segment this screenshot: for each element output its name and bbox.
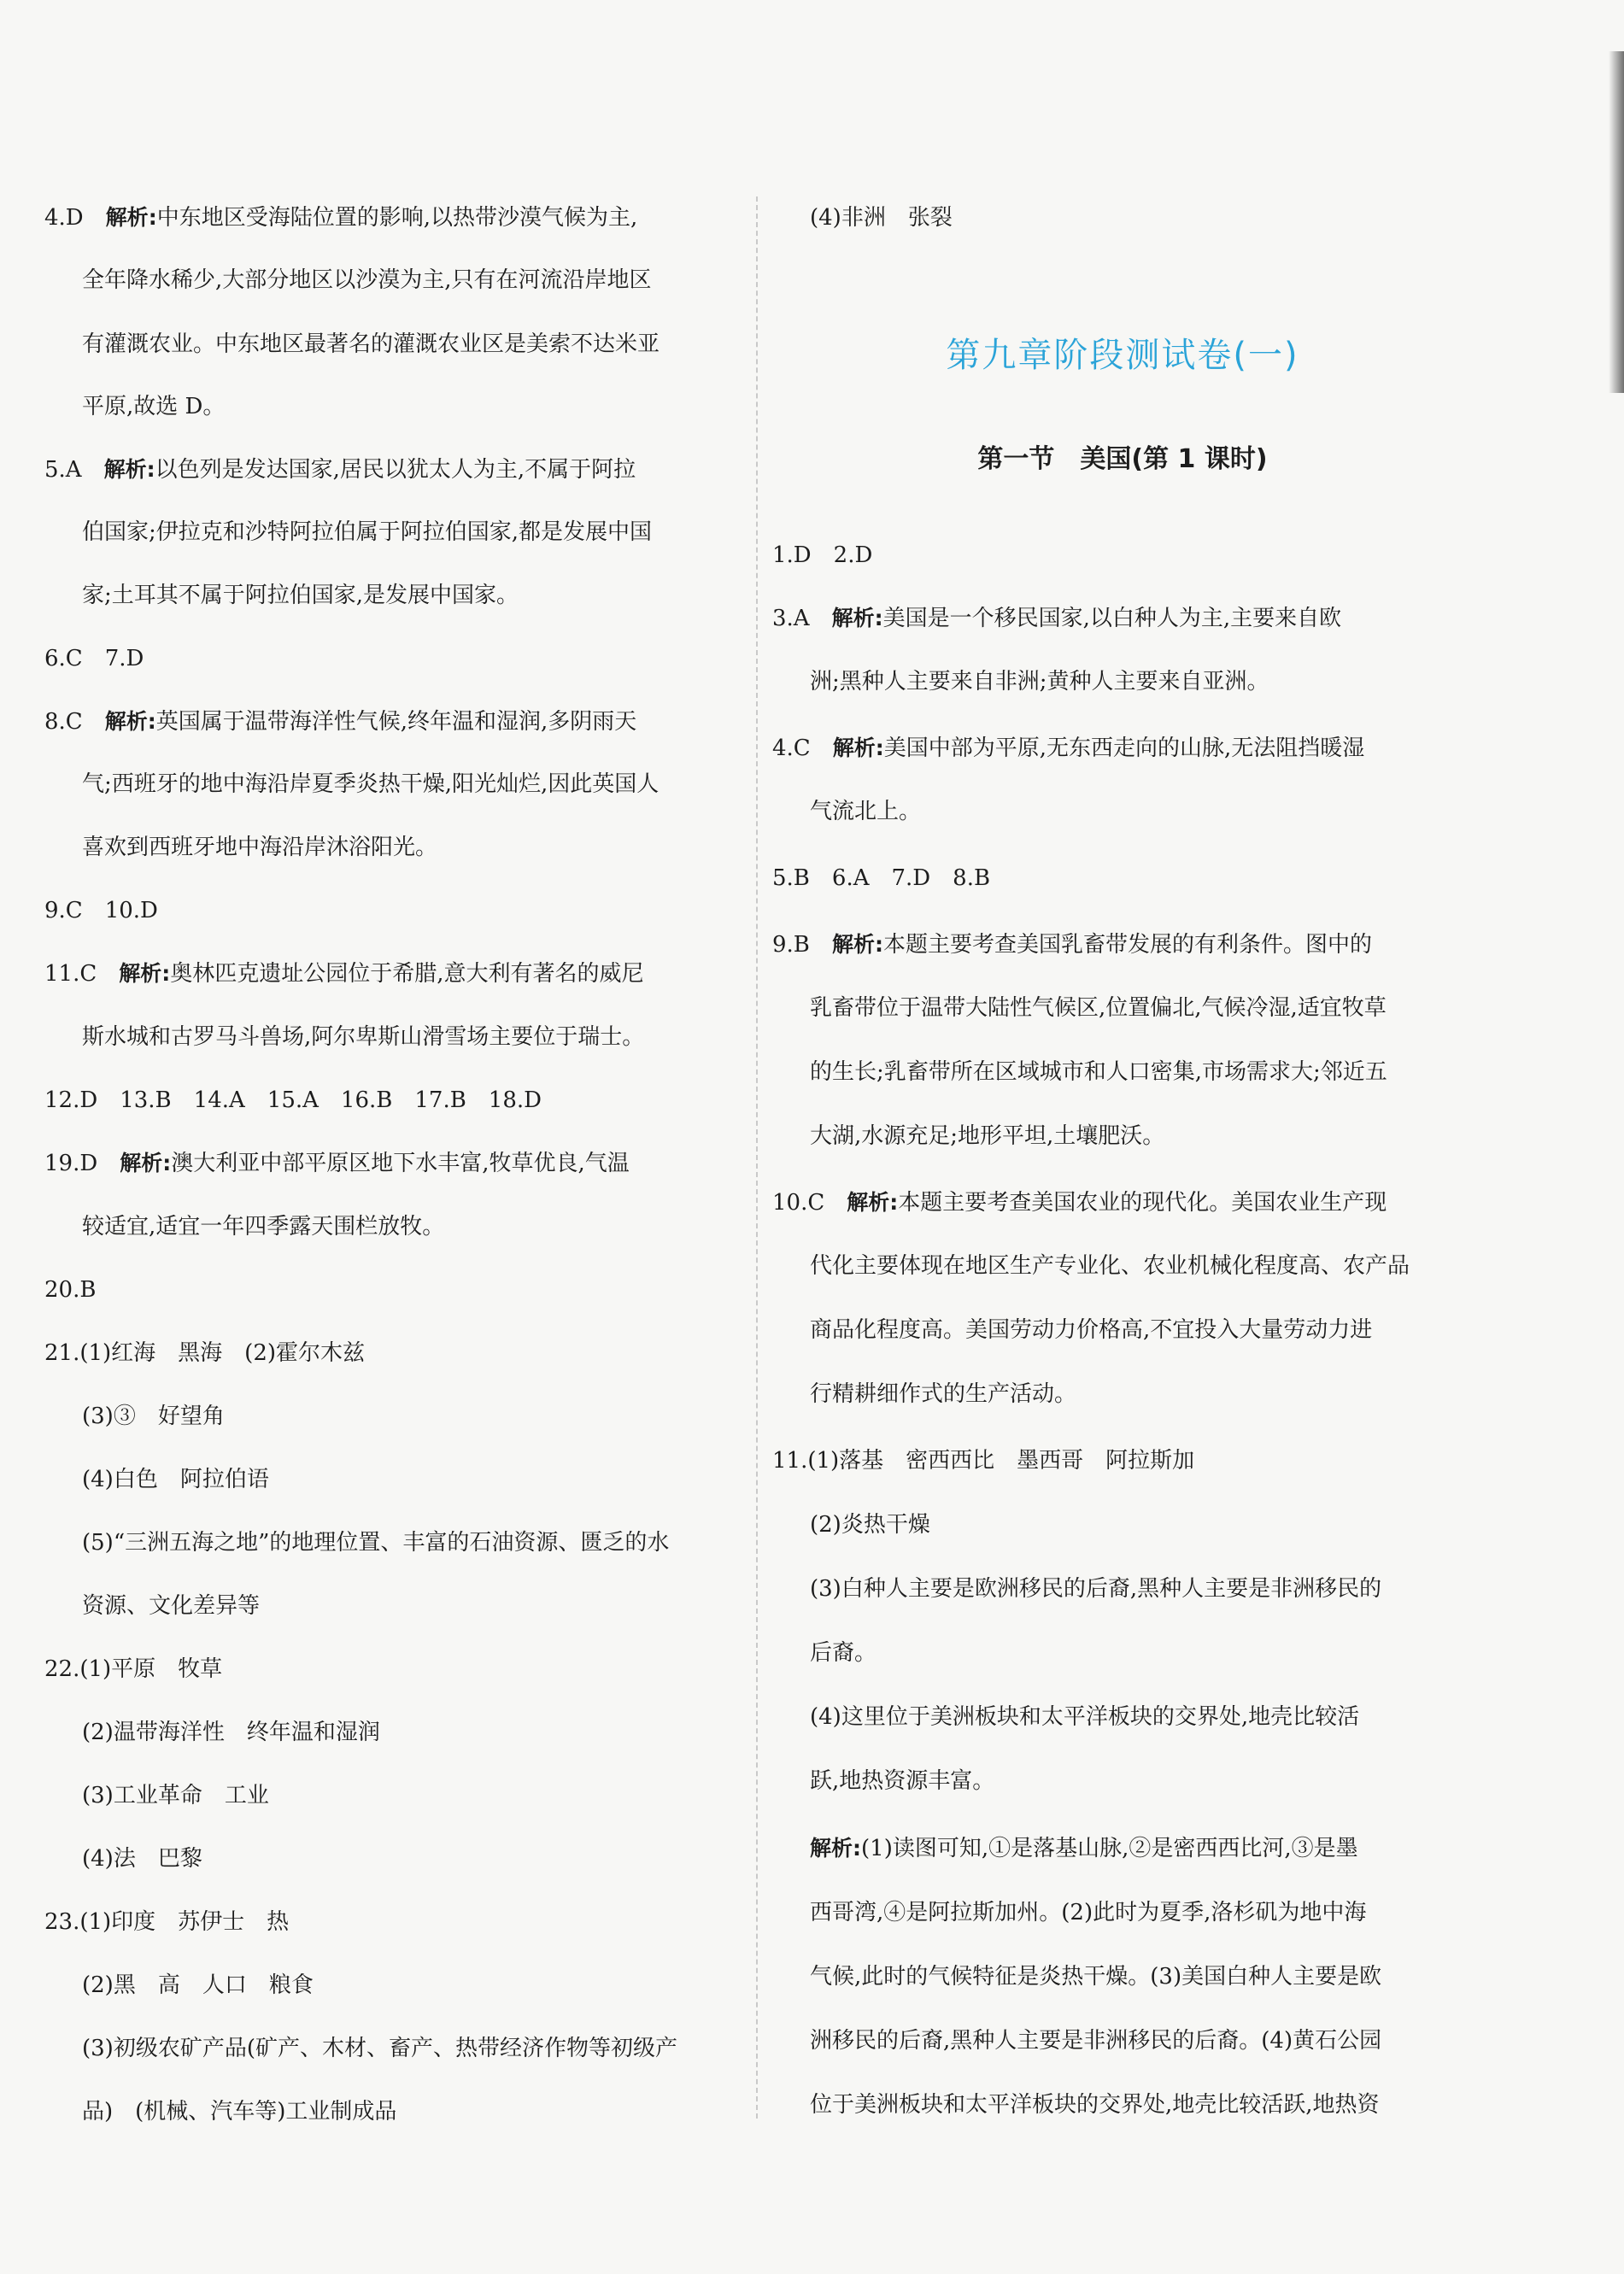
answer-19-line2: 较适宜,适宜一年四季露天围栏放牧。 (82, 1214, 445, 1240)
answer-5-line3: 家;土耳其不属于阿拉伯国家,是发展中国家。 (82, 583, 519, 608)
answer-4-line4: 平原,故选 D。 (82, 394, 226, 419)
answer-11-analysis-line3: 气候,此时的气候特征是炎热干燥。(3)美国白种人主要是欧 (810, 1964, 1382, 1990)
answer-4-line2: 气流北上。 (810, 799, 922, 824)
answer-22-part4: (4)法 巴黎 (82, 1846, 202, 1872)
column-divider (756, 196, 758, 2119)
answer-9-10: 9.C 10.D (44, 898, 158, 923)
answer-9-line4: 大湖,水源充足;地形平坦,土壤肥沃。 (810, 1123, 1165, 1149)
answer-11-part4-line1: (4)这里位于美洲板块和太平洋板块的交界处,地壳比较活 (810, 1704, 1360, 1730)
answer-4-line1: 4.D 解析:中东地区受海陆位置的影响,以热带沙漠气候为主, (44, 205, 638, 231)
answer-11-analysis-line2: 西哥湾,④是阿拉斯加州。(2)此时为夏季,洛杉矶为地中海 (810, 1900, 1367, 1925)
answer-11-analysis-line5: 位于美洲板块和太平洋板块的交界处,地壳比较活跃,地热资 (810, 2092, 1380, 2118)
answer-9-line2: 乳畜带位于温带大陆性气候区,位置偏北,气候冷湿,适宜牧草 (810, 995, 1387, 1021)
answer-5-8: 5.B 6.A 7.D 8.B (772, 865, 991, 891)
answer-23-part2: (2)黑 高 人口 粮食 (82, 1972, 314, 1998)
answer-5-line2: 伯国家;伊拉克和沙特阿拉伯属于阿拉伯国家,都是发展中国 (82, 519, 653, 545)
answer-21-part5-line2: 资源、文化差异等 (82, 1593, 261, 1619)
answer-20: 20.B (44, 1277, 97, 1303)
answer-1-2: 1.D 2.D (772, 542, 873, 568)
answer-12-18: 12.D 13.B 14.A 15.A 16.B 17.B 18.D (44, 1087, 542, 1113)
answer-4-line2: 全年降水稀少,大部分地区以沙漠为主,只有在河流沿岸地区 (82, 267, 652, 293)
answer-11-part3-line1: (3)白种人主要是欧洲移民的后裔,黑种人主要是非洲移民的 (810, 1576, 1382, 1602)
answer-8-line3: 喜欢到西班牙地中海沿岸沐浴阳光。 (82, 835, 438, 860)
answer-22-part1: 22.(1)平原 牧草 (44, 1656, 223, 1682)
answer-8-line1: 8.C 解析:英国属于温带海洋性气候,终年温和湿润,多阴雨天 (44, 709, 637, 735)
answer-8-line2: 气;西班牙的地中海沿岸夏季炎热干燥,阳光灿烂,因此英国人 (82, 771, 660, 797)
answer-21-part5-line1: (5)“三洲五海之地”的地理位置、丰富的石油资源、匮乏的水 (82, 1530, 670, 1556)
answer-11-part3-line2: 后裔。 (810, 1640, 877, 1666)
answer-21-part4: (4)白色 阿拉伯语 (82, 1467, 269, 1492)
answer-22-part2: (2)温带海洋性 终年温和湿润 (82, 1720, 380, 1745)
answer-23-part1: 23.(1)印度 苏伊士 热 (44, 1909, 290, 1935)
answer-6-7: 6.C 7.D (44, 646, 144, 671)
answer-10-line2: 代化主要体现在地区生产专业化、农业机械化程度高、农产品 (810, 1253, 1410, 1279)
answer-22-part3: (3)工业革命 工业 (82, 1783, 269, 1808)
answer-11-analysis-line1: 解析:(1)读图可知,①是落基山脉,②是密西西比河,③是墨 (810, 1836, 1358, 1861)
page-edge-shadow (1609, 51, 1624, 393)
answer-3-line2: 洲;黑种人主要来自非洲;黄种人主要来自亚洲。 (810, 669, 1269, 695)
answer-3-line1: 3.A 解析:美国是一个移民国家,以白种人为主,主要来自欧 (772, 606, 1342, 631)
answer-11-line2: 斯水城和古罗马斗兽场,阿尔卑斯山滑雪场主要位于瑞士。 (82, 1024, 645, 1050)
answer-11-part2: (2)炎热干燥 (810, 1512, 930, 1538)
answer-4-line1: 4.C 解析:美国中部为平原,无东西走向的山脉,无法阻挡暖湿 (772, 736, 1365, 761)
answer-9-line1: 9.B 解析:本题主要考查美国乳畜带发展的有利条件。图中的 (772, 932, 1372, 958)
chapter-title: 第九章阶段测试卷(一) (946, 336, 1299, 375)
answer-11-line1: 11.C 解析:奥林匹克遗址公园位于希腊,意大利有著名的威尼 (44, 961, 644, 987)
answer-11-analysis-line4: 洲移民的后裔,黑种人主要是非洲移民的后裔。(4)黄石公园 (810, 2028, 1382, 2054)
answer-23-part3-line1: (3)初级农矿产品(矿产、木材、畜产、热带经济作物等初级产 (82, 2036, 677, 2061)
answer-10-line3: 商品化程度高。美国劳动力价格高,不宜投入大量劳动力进 (810, 1317, 1373, 1343)
answer-10-line1: 10.C 解析:本题主要考查美国农业的现代化。美国农业生产现 (772, 1190, 1387, 1216)
section-title: 第一节 美国(第 1 课时) (977, 444, 1268, 474)
answer-prev-part4: (4)非洲 张裂 (810, 205, 953, 231)
answer-19-line1: 19.D 解析:澳大利亚中部平原区地下水丰富,牧草优良,气温 (44, 1151, 630, 1176)
answer-5-line1: 5.A 解析:以色列是发达国家,居民以犹太人为主,不属于阿拉 (44, 457, 636, 483)
answer-21-part1: 21.(1)红海 黑海 (2)霍尔木兹 (44, 1340, 366, 1366)
answer-11-part1: 11.(1)落基 密西西比 墨西哥 阿拉斯加 (772, 1448, 1195, 1474)
answer-11-part4-line2: 跃,地热资源丰富。 (810, 1768, 995, 1794)
answer-21-part3: (3)③ 好望角 (82, 1404, 225, 1429)
answer-10-line4: 行精耕细作式的生产活动。 (810, 1381, 1077, 1407)
answer-23-part3-line2: 品) (机械、汽车等)工业制成品 (82, 2099, 397, 2125)
answer-9-line3: 的生长;乳畜带所在区域城市和人口密集,市场需求大;邻近五 (810, 1059, 1387, 1085)
answer-4-line3: 有灌溉农业。中东地区最著名的灌溉农业区是美索不达米亚 (82, 331, 660, 357)
